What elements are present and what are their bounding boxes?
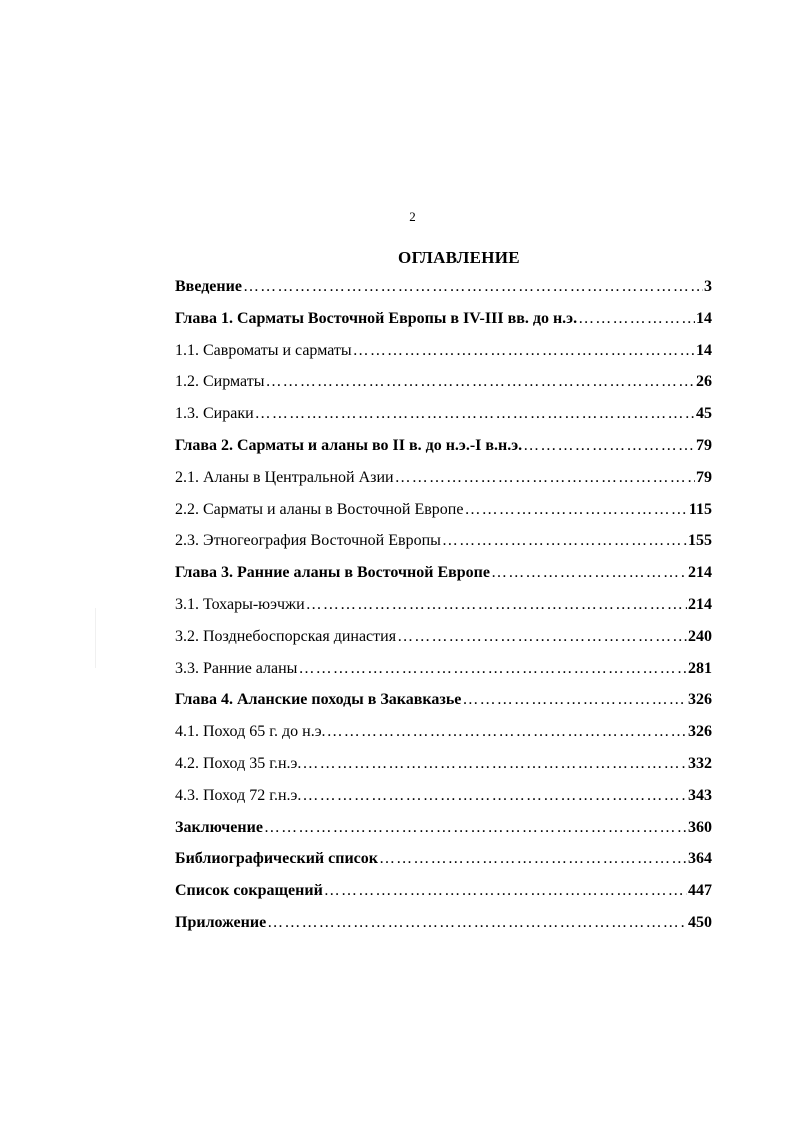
toc-chapter-entry	[175, 564, 712, 596]
toc-entry-label: 4.3. Поход 72 г.н.э.	[175, 786, 302, 804]
toc-section-entry	[175, 469, 712, 501]
toc-leader-dots	[464, 501, 687, 519]
toc-entry-page: 447	[688, 882, 712, 900]
toc-leader-dots	[306, 596, 687, 614]
toc-section-entry	[175, 628, 712, 660]
toc-entry-page: 3	[704, 278, 712, 295]
toc-entry-page: 360	[688, 818, 712, 836]
toc-entry-page: 281	[688, 659, 712, 677]
toc-leader-dots	[302, 787, 687, 805]
toc-entry-page: 45	[696, 405, 712, 423]
toc-chapter-entry	[175, 691, 712, 723]
toc-entry-label: Глава 3. Ранние аланы в Восточной Европе	[175, 564, 490, 582]
toc-title	[0, 248, 793, 268]
toc-entry-label: Глава 2. Сарматы и аланы во II в. до н.э.-I в.н.э.	[175, 436, 523, 454]
toc-section-entry	[175, 342, 712, 374]
toc-leader-dots	[442, 532, 687, 550]
toc-entry-page: 343	[688, 786, 712, 804]
toc-section-entry	[175, 755, 712, 787]
toc-entry-label: Список сокращений	[175, 882, 323, 900]
toc-entry-label: Заключение	[175, 818, 263, 836]
toc-entry-page: 155	[688, 532, 712, 550]
toc-entry-label: Введение	[175, 278, 242, 295]
page-number: 2	[409, 209, 416, 224]
toc-section-entry	[175, 501, 712, 533]
toc-leader-dots	[327, 723, 687, 741]
toc-entry-page: 450	[688, 913, 712, 931]
toc-leader-dots	[395, 469, 695, 487]
toc-section-entry	[175, 787, 712, 819]
toc-entry-page: 332	[688, 754, 712, 772]
toc-entry-page: 326	[688, 723, 712, 741]
scan-artifact	[95, 608, 96, 668]
toc-section-entry	[175, 532, 712, 564]
toc-leader-dots	[491, 564, 687, 582]
toc-entry-page: 326	[688, 691, 712, 709]
toc-entry-label: 1.2. Сирматы	[175, 373, 265, 391]
toc-section-entry	[175, 405, 712, 437]
toc-title-text: ОГЛАВЛЕНИЕ	[398, 248, 520, 267]
toc-entry-page: 14	[696, 341, 712, 359]
toc-entry-label: 4.1. Поход 65 г. до н.э.	[175, 723, 326, 741]
toc-leader-dots	[255, 405, 695, 423]
toc-section-entry	[175, 660, 712, 692]
toc-section-entry	[175, 596, 712, 628]
toc-leader-dots	[264, 819, 687, 837]
toc-leader-dots	[523, 437, 695, 455]
toc-chapter-entry	[175, 914, 712, 946]
toc-entry-page: 79	[696, 468, 712, 486]
toc-entry-label: 2.2. Сарматы и аланы в Восточной Европе	[175, 500, 464, 518]
toc-entry-label: 3.3. Ранние аланы	[175, 659, 298, 677]
toc-leader-dots	[298, 660, 687, 678]
toc-leader-dots	[379, 850, 687, 868]
toc-entry-page: 214	[688, 595, 712, 613]
toc-leader-dots	[462, 691, 687, 709]
toc-entry-page: 240	[688, 627, 712, 645]
toc-leader-dots	[353, 342, 695, 360]
toc-entry-label: 2.1. Аланы в Центральной Азии	[175, 468, 394, 486]
toc-leader-dots	[302, 755, 687, 773]
toc-section-entry	[175, 723, 712, 755]
toc-chapter-entry	[175, 882, 712, 914]
toc-entry-label: Глава 4. Аланские походы в Закавказье	[175, 691, 462, 709]
toc-leader-dots	[578, 310, 695, 328]
toc-chapter-entry	[175, 850, 712, 882]
toc-entry-page: 115	[688, 500, 712, 518]
toc-entry-page: 79	[696, 436, 712, 454]
toc-leader-dots	[265, 373, 695, 391]
toc-chapter-entry	[175, 819, 712, 851]
toc-entry-page: 14	[696, 309, 712, 327]
toc-leader-dots	[324, 882, 687, 900]
toc-chapter-entry	[175, 278, 712, 310]
toc-entry-label: 2.3. Этногеография Восточной Европы	[175, 532, 441, 550]
toc-entry-label: 1.1. Савроматы и сарматы	[175, 341, 352, 359]
table-of-contents	[175, 278, 712, 946]
toc-entry-page: 364	[688, 850, 712, 868]
toc-leader-dots	[267, 914, 687, 932]
toc-leader-dots	[243, 278, 703, 296]
toc-entry-label: 3.2. Позднебоспорская династия	[175, 627, 397, 645]
toc-section-entry	[175, 373, 712, 405]
toc-entry-label: 1.3. Сираки	[175, 405, 254, 423]
toc-entry-label: Библиографический список	[175, 850, 378, 868]
toc-leader-dots	[397, 628, 687, 646]
toc-chapter-entry	[175, 310, 712, 342]
toc-entry-label: Приложение	[175, 913, 267, 931]
toc-chapter-entry	[175, 437, 712, 469]
toc-entry-page: 214	[688, 564, 712, 582]
toc-entry-page: 26	[696, 373, 712, 391]
toc-entry-label: 3.1. Тохары-юэчжи	[175, 595, 305, 613]
toc-entry-label: Глава 1. Сарматы Восточной Европы в IV-III вв. до н.э.	[175, 309, 578, 327]
toc-entry-label: 4.2. Поход 35 г.н.э.	[175, 754, 302, 772]
